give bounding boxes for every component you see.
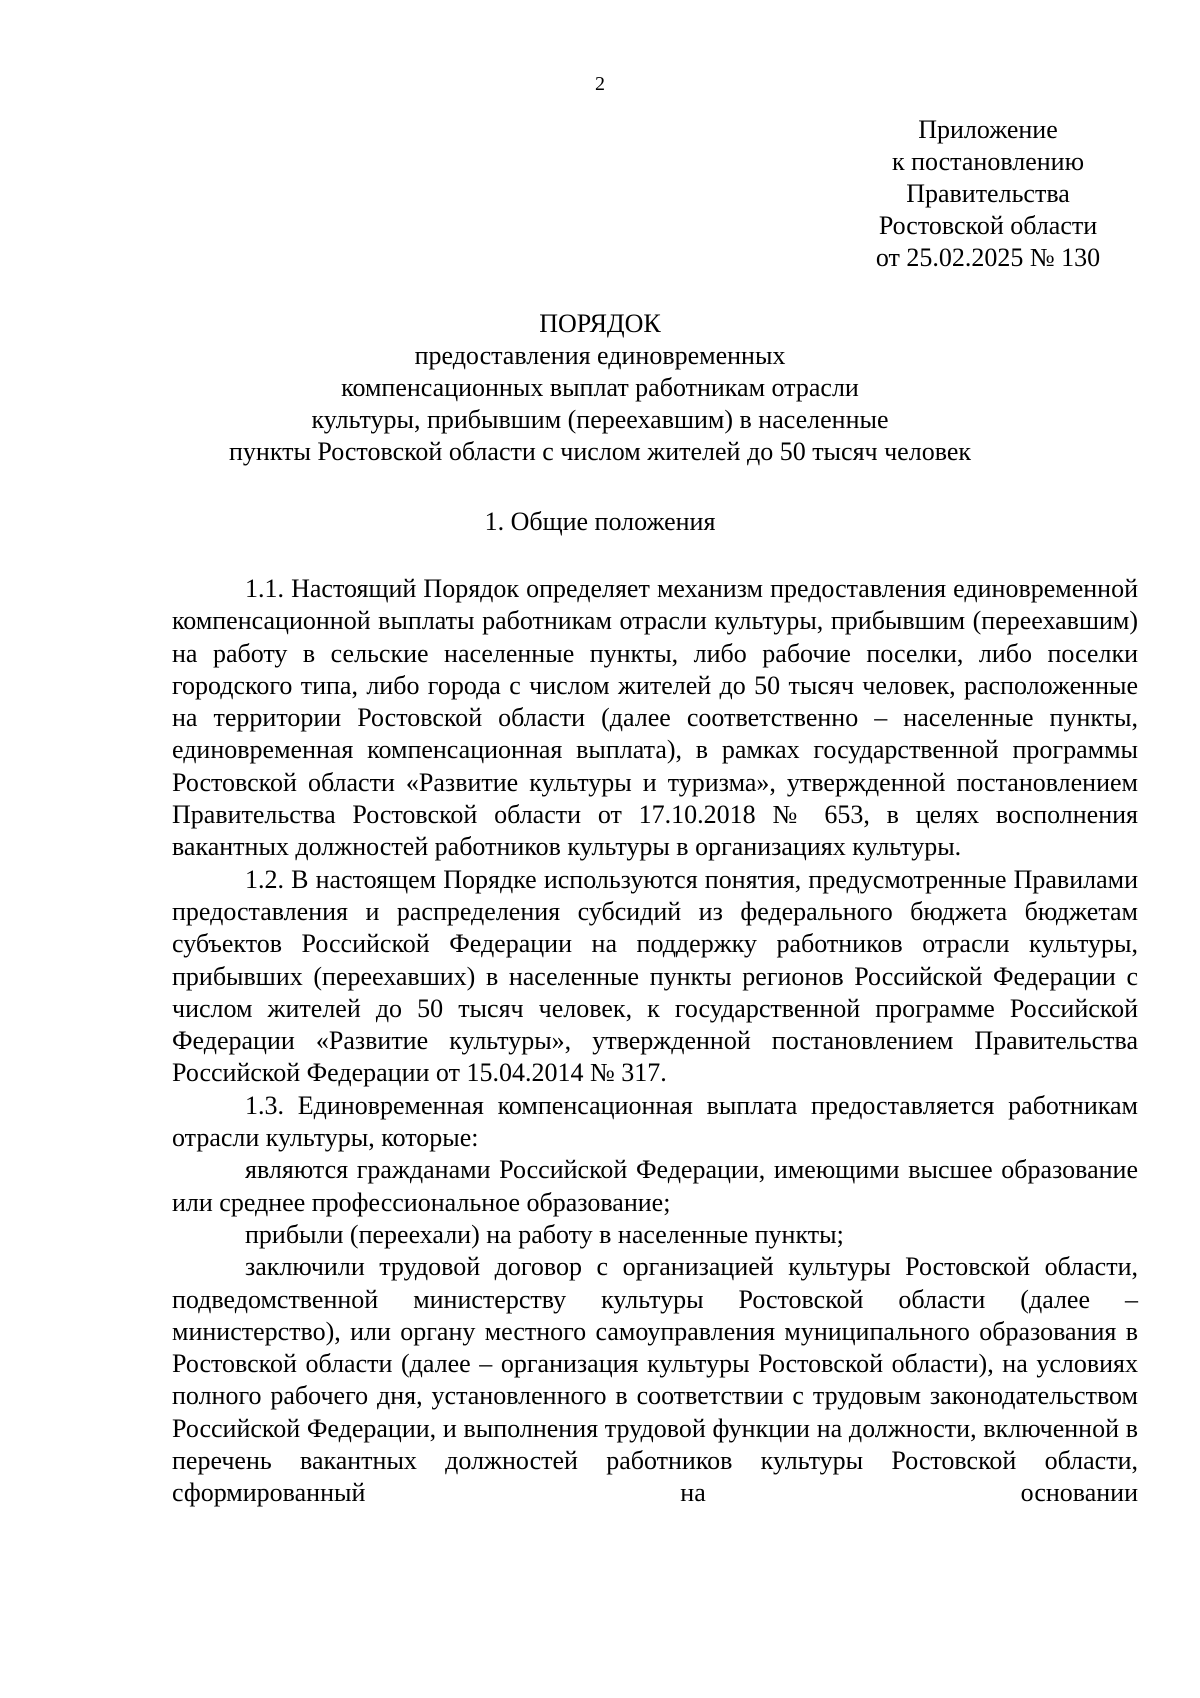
title-line: культуры, прибывшим (переехавшим) в населенные [311,405,889,434]
approval-line: к постановлению [891,147,1085,176]
paragraph: 1.1. Настоящий Порядок определяет механизм предоставления единовременной компенсационной выплаты работникам отрасли культуры, прибывшим (переехавшим) на работу в сельские населенные пункты, либо рабочие поселки, либо поселки городского типа, либо города с числом жителей до 50 тысяч человек, расположенные на территории Ростовской области (далее соответственно – населенные пункты, единовременная компенсационная выплата), в рамках государственной программы Ростовской области «Развитие культуры и туризма», утвержденной постановлением Правительства Ростовской области от 17.10.2018 № 653, в целях восполнения вакантных должностей работников культуры в организациях культуры. [172,574,1138,862]
title-line: предоставления единовременных [414,341,786,370]
approval-stamp [838,114,1138,274]
paragraph: 1.2. В настоящем Порядке используются понятия, предусмотренные Правилами предоставления и распределения субсидий из федерального бюджета бюджетам субъектов Российской Федерации на поддержку работников отрасли культуры, прибывших (переехавших) в населенные пункты регионов Российской Федерации с числом жителей до 50 тысяч человек, к государственной программе Российской Федерации «Развитие культуры», утвержденной постановлением Правительства Российской Федерации от 15.04.2014 № 317. [172,864,1138,1088]
paragraph: являются гражданами Российской Федерации, имеющими высшее образование или среднее профессиональное образование; [172,1155,1138,1217]
paragraph: прибыли (переехали) на работу в населенные пункты; [245,1219,844,1249]
title-line: пункты Ростовской области с числом жителей до 50 тысяч человек [228,437,971,466]
approval-line: Ростовской области [878,211,1098,240]
title-line: компенсационных выплат работникам отрасли [341,373,859,402]
paragraph: заключили трудовой договор с организацией культуры Ростовской области, подведомственной министерству культуры Ростовской области (далее – министерство), или органу местного самоуправления муниципального образования в Ростовской области (далее – организация культуры Ростовской области), на условиях полного рабочего дня, установленного в соответствии с трудовым законодательством Российской Федерации, и выполнения трудовой функции на должности, включенной в перечень вакантных должностей работников культуры Ростовской области, сформированный на основании [172,1252,1138,1508]
paragraph: 1.3. Единовременная компенсационная выплата предоставляется работникам отрасли культуры, которые: [172,1090,1138,1153]
section-heading: 1. Общие положения [484,507,716,536]
page-number: 2 [595,73,605,95]
document-title [0,308,1200,468]
title-heading: ПОРЯДОК [539,309,661,338]
approval-line: от 25.02.2025 № 130 [875,243,1101,272]
approval-line: Приложение [918,115,1058,144]
approval-line: Правительства [906,179,1070,208]
document-body [172,573,1138,1510]
